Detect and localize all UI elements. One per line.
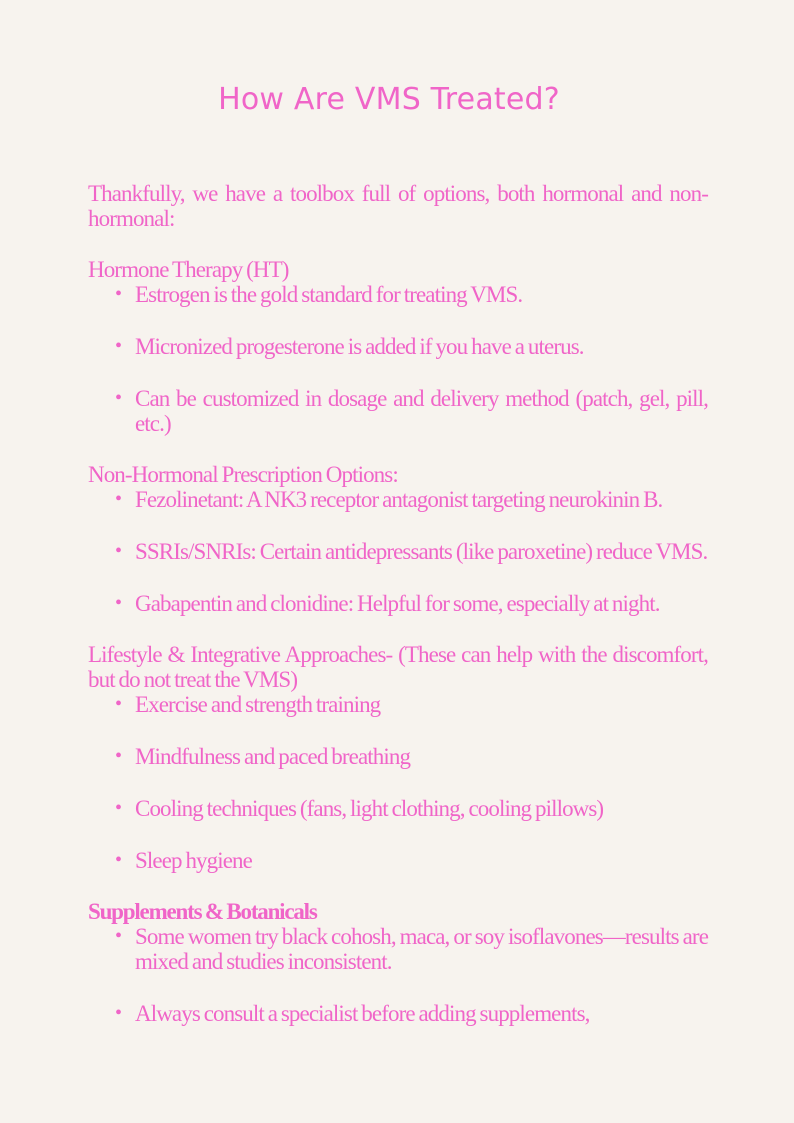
section-hormone-therapy — [88, 257, 708, 436]
list-item: • Estrogen is the gold standard for treating VMS. — [115, 282, 523, 307]
intro-paragraph: Thankfully, we have a toolbox full of options, both hormonal and non-hormonal: — [88, 181, 708, 231]
document-body — [88, 181, 708, 1052]
list-item: • Can be customized in dosage and delivery method (patch, gel, pill, etc.) — [115, 386, 708, 436]
bullet-list — [88, 487, 708, 616]
bullet-list — [88, 924, 708, 1026]
bullet-icon: • — [115, 849, 122, 871]
bullet-icon: • — [115, 745, 122, 767]
bullet-icon: • — [115, 387, 122, 409]
bullet-icon: • — [115, 693, 122, 715]
list-item: • Micronized progesterone is added if you have a uterus. — [115, 334, 584, 359]
list-item: • SSRIs/SNRIs: Certain antidepressants (like paroxetine) reduce VMS. — [115, 539, 708, 564]
section-heading: Non-Hormonal Prescription Options: — [88, 462, 398, 487]
bullet-list — [88, 282, 708, 436]
section-heading: Supplements & Botanicals — [88, 899, 317, 924]
list-item: • Fezolinetant: A NK3 receptor antagonist targeting neurokinin B. — [115, 487, 663, 512]
section-heading: Lifestyle & Integrative Approaches- (These can help with the discomfort, but do not treat the VMS) — [88, 642, 708, 692]
bullet-icon: • — [115, 592, 122, 614]
bullet-icon: • — [115, 1002, 122, 1024]
section-heading: Hormone Therapy (HT) — [88, 257, 289, 282]
bullet-icon: • — [115, 488, 122, 510]
bullet-icon: • — [115, 283, 122, 305]
bullet-icon: • — [115, 925, 122, 947]
bullet-icon: • — [115, 335, 122, 357]
list-item: • Some women try black cohosh, maca, or soy isoflavones—results are mixed and studies inconsistent. — [115, 924, 708, 974]
list-item: • Cooling techniques (fans, light clothing, cooling pillows) — [115, 796, 604, 821]
bullet-icon: • — [115, 540, 122, 562]
list-item: • Sleep hygiene — [115, 848, 252, 873]
section-non-hormonal — [88, 462, 708, 616]
list-item: • Exercise and strength training — [115, 692, 381, 717]
page-title: How Are VMS Treated? — [218, 82, 560, 117]
bullet-icon: • — [115, 797, 122, 819]
section-supplements — [88, 899, 708, 1026]
section-lifestyle — [88, 642, 708, 873]
list-item: • Gabapentin and clonidine: Helpful for some, especially at night. — [115, 591, 660, 616]
bullet-list — [88, 692, 708, 873]
list-item: • Mindfulness and paced breathing — [115, 744, 411, 769]
list-item: • Always consult a specialist before adding supplements, — [115, 1001, 590, 1026]
